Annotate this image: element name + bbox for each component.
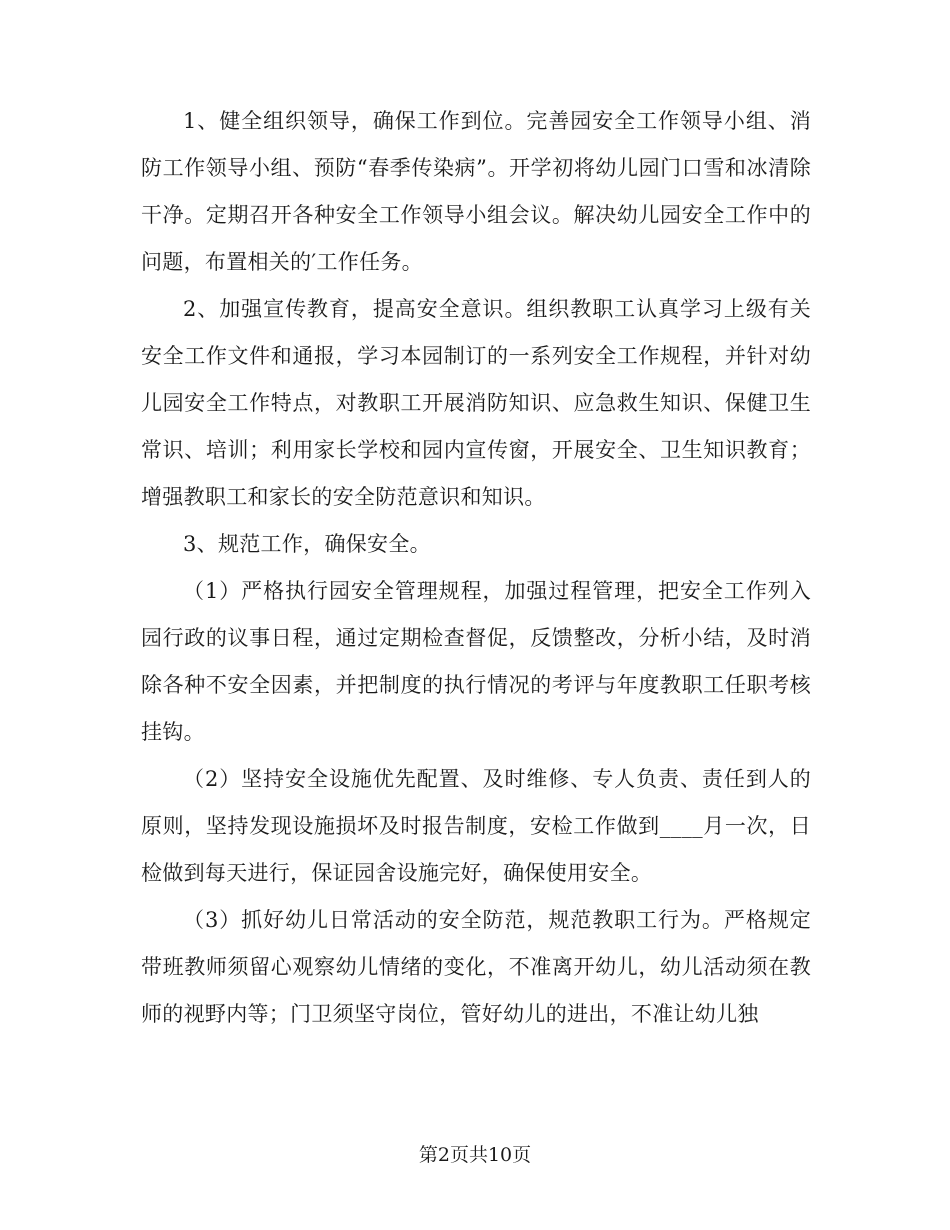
paragraph-5: （2）坚持安全设施优先配置、及时维修、专人负责、责任到人的原则，坚持发现设施损坏及时报告制度，安检工作做到____月一次，日检做到每天进行，保证园舍设施完好，确保使用安全。 — [141, 767, 811, 885]
paragraph-2: 2、加强宣传教育，提高安全意识。组织教职工认真学习上级有关安全工作文件和通报，学习本园制订的一系列安全工作规程，并针对幼儿园安全工作特点，对教职工开展消防知识、应急救生知识、保健卫生常识、培训；利用家长学校和园内宣传窗，开展安全、卫生知识教育；增强教职工和家长的安全防范意识和知识。 — [141, 297, 811, 509]
document-body — [141, 98, 811, 1038]
page-number-footer: 第2页共10页 — [418, 1144, 532, 1166]
paragraph-1: 1、健全组织领导，确保工作到位。完善园安全工作领导小组、消防工作领导小组、预防“春季传染病”。开学初将幼儿园门口雪和冰清除干净。定期召开各种安全工作领导小组会议。解决幼儿园安全工作中的问题，布置相关的′工作任务。 — [141, 109, 811, 274]
paragraph-4: （1）严格执行园安全管理规程，加强过程管理，把安全工作列入园行政的议事日程，通过定期检查督促，反馈整改，分析小结，及时消除各种不安全因素，并把制度的执行情况的考评与年度教职工任职考核挂钩。 — [141, 579, 811, 744]
paragraph-6: （3）抓好幼儿日常活动的安全防范，规范教职工行为。严格规定带班教师须留心观察幼儿情绪的变化，不准离开幼儿，幼儿活动须在教师的视野内等；门卫须坚守岗位，管好幼儿的进出，不准让幼儿独 — [141, 908, 811, 1026]
paragraph-3: 3、规范工作，确保安全。 — [183, 532, 431, 556]
